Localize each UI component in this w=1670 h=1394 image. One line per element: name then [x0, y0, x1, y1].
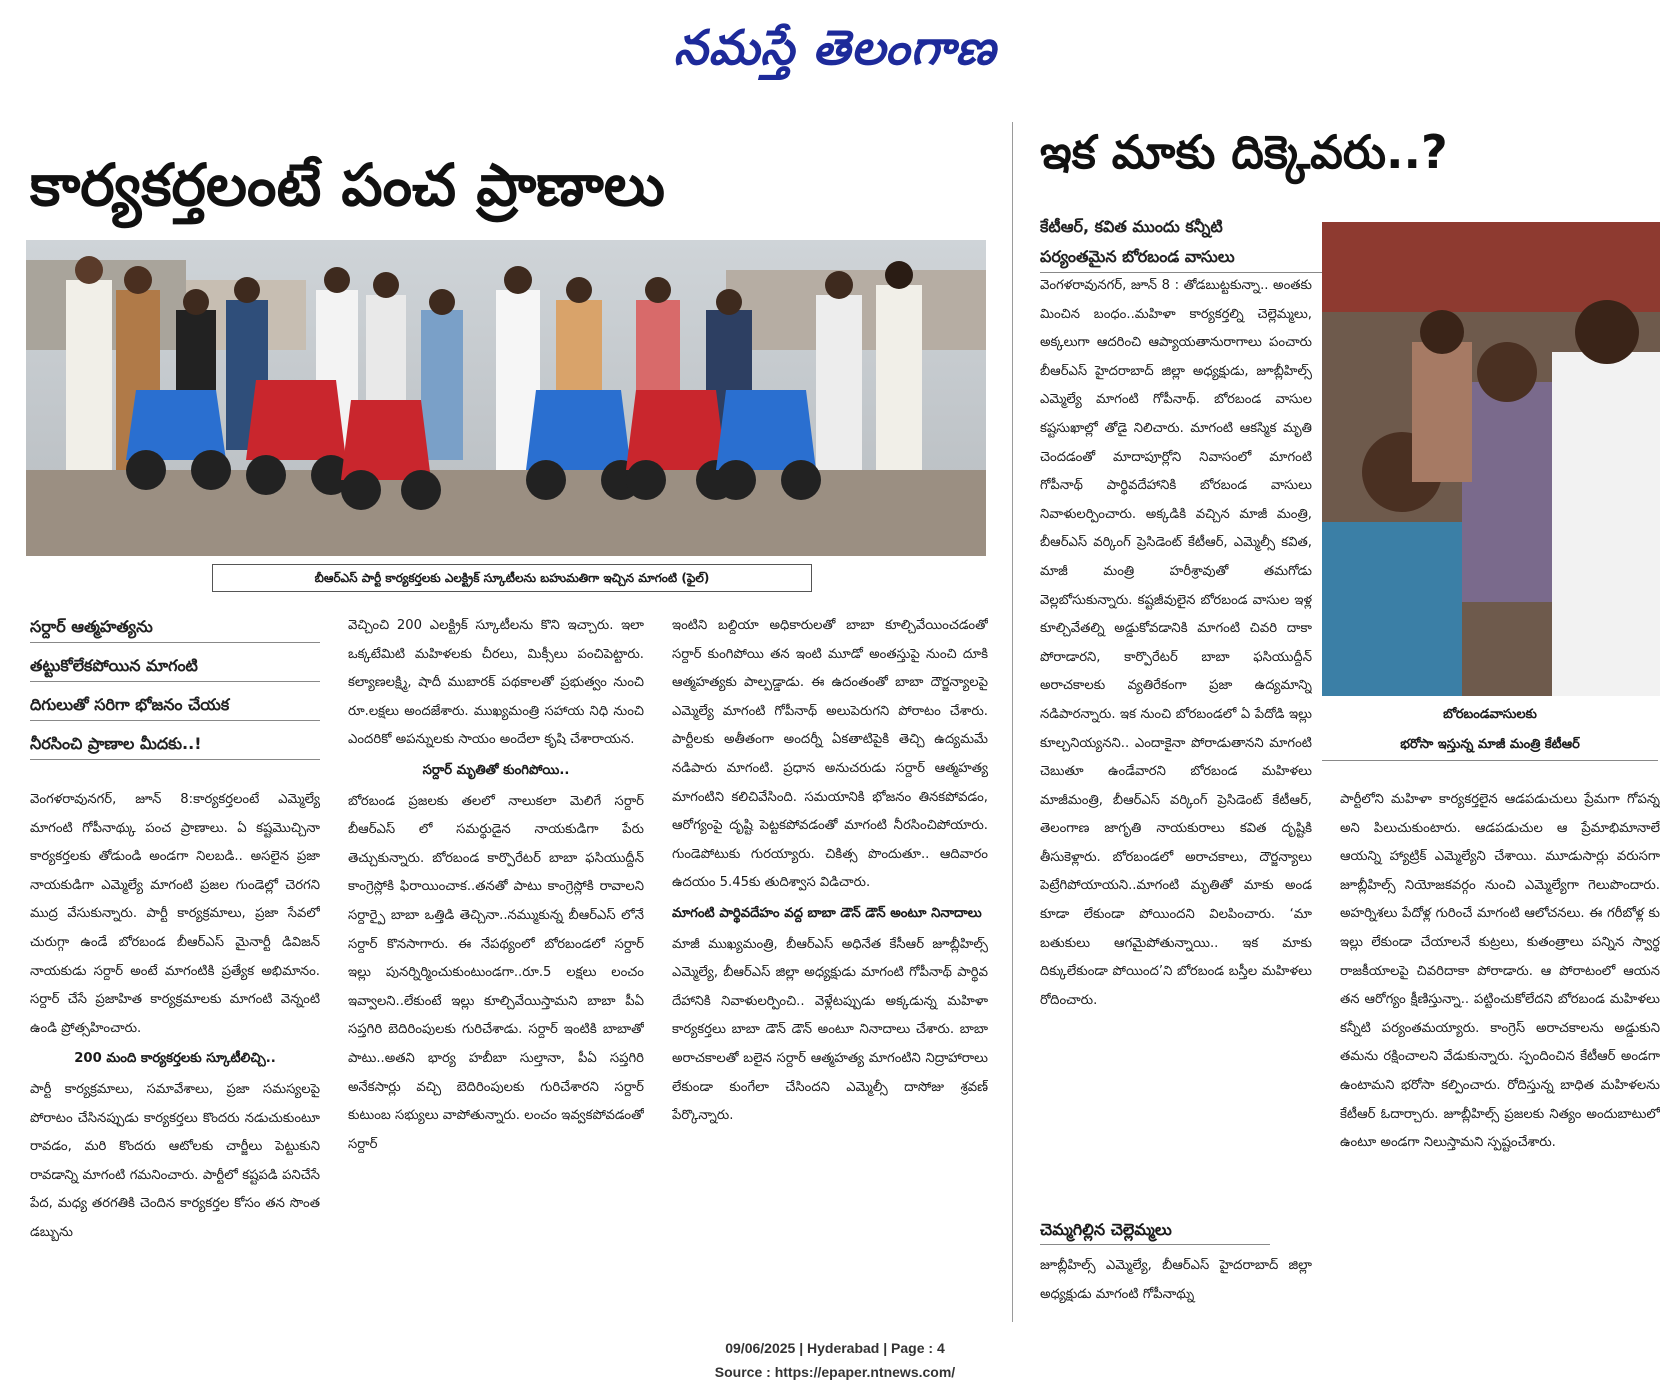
right-col-1b: [1040, 1252, 1312, 1326]
right-col1-para-2: జూబ్లీహిల్స్ ఎమ్మెల్యే, బీఆర్ఎస్ హైదరాబాద్ జిల్లా అధ్యక్షుడు మాగంటి గోపీనాథ్ను: [1040, 1258, 1312, 1302]
column-divider: [1012, 122, 1013, 1322]
right-col-1: [1040, 272, 1312, 1234]
ktr-crowd-photo: [1322, 222, 1660, 696]
left-headline: కార్యకర్తలంటే పంచ ప్రాణాలు: [30, 151, 665, 219]
left-col1-para-2: పార్టీ కార్యక్రమాలు, సమావేశాలు, ప్రజా సమస్యలపై పోరాటం చేసినప్పుడు కార్యకర్తలు కొందరు నడుచుకుంటూ రావడం, మరి కొందరు ఆటోలకు చార్జీలు పెట్టుకుని రావడాన్ని మాగంటి గమనించారు. పార్టీలో కష్టపడి పనిచేసే పేద, మధ్య తరగతికి చెందిన కార్యకర్తల కోసం తన సొంత డబ్బును: [30, 1081, 320, 1240]
left-subhead-line-2: తట్టుకోలేకపోయిన మాగంటి: [30, 651, 320, 682]
left-col3-subhead: మాగంటి పార్థివదేహం వద్ద బాబా డౌన్ డౌన్ అంటూ నినాదాలు: [672, 905, 982, 921]
right-col1-subhead: చెమ్మగిల్లిన చెల్లెమ్మలు: [1040, 1216, 1270, 1245]
right-col1-para-1: వెంగళరావునగర్, జూన్ 8 : తోడబుట్టకున్నా.. అంతకు మించిన బంధం..మహిళా కార్యకర్తల్ని చెల్లెమ్మలు, అక్కలుగా ఆదరించి ఆప్యాయతానురాగాలు పంచారు బీఆర్ఎస్ హైదరాబాద్ జిల్లా అధ్యక్షుడు, జూబ్లీహిల్స్ ఎమ్మెల్యే మాగంటి గోపీనాథ్. బోరబండ వాసుల కష్టసుఖాల్లో తోడై నిలిచారు. మాగంటి ఆకస్మిక మృతి చెందడంతో మాదాపూర్లోని నివాసంలో మాగంటి గోపీనాథ్ పార్థివదేహానికి బోరబండ వాసులు నివాళులర్పించారు. అక్కడికి వచ్చిన మాజీ మంత్రి, బీఆర్ఎస్ వర్కింగ్ ప్రెసిడెంట్ కేటీఆర్, ఎమ్మెల్సీ కవిత, మాజీ మంత్రి హరీశ్రావుతో తమగోడు వెల్లబోసుకున్నారు. కష్టజీవులైన బోరబండ వాసుల ఇళ్ల కూల్చివేతల్ని అడ్డుకోవడానికి మాగంటి చివరి దాకా పోరాడారని, కార్పొరేటర్ బాబా ఫసియుద్దీన్ అరాచకాలకు వ్యతిరేకంగా ప్రజా ఉద్యమాన్ని నడిపారన్నారు. ఇక నుంచి బోరబండలో ఏ పేదోడి ఇల్లు కూల్చనియ్యనని.. ఎందాకైనా పోరాడుతానని మాగంటి చెబుతూ ఉండేవారని బోరబండ మహిళలు మాజీమంత్రి, బీఆర్ఎస్ వర్కింగ్ ప్రెసిడెంట్ కేటీఆర్, తెలంగాణ జాగృతి నాయకురాలు కవిత దృష్టికి తీసుకెళ్లారు. బోరబండలో అరాచకాలు, దౌర్జన్యాలు పెట్రేగిపోయాయని..మాగంటి మృతితో మాకు అండ కూడా లేకుండా పోయిందని విలపించారు. ‘మా బతుకులు ఆగమైపోతున్నాయి.. ఇక మాకు దిక్కులేకుండా పోయింద’ని బోరబండ బస్తీల మహిళలు రోదించారు.: [1040, 278, 1312, 1008]
right-photo-caption-line-2: భరోసా ఇస్తున్న మాజీ మంత్రి కేటీఆర్: [1400, 737, 1580, 752]
left-col-3: [672, 612, 988, 1326]
left-subhead: [30, 612, 320, 768]
left-col2-para-2: బోరబండ ప్రజలకు తలలో నాలుకలా మెలిగే సర్దార్ బీఆర్ఎస్ లో సమర్థుడైన నాయకుడిగా పేరు తెచ్చుకున్నారు. బోరబండ కార్పొరేటర్ బాబా ఫసియుద్దీన్ కాంగ్రెస్లోకి ఫిరాయించాక..తనతో పాటు కాంగ్రెస్లోకి రావాలని సర్దార్పై బాబా ఒత్తిడి తెచ్చినా..నమ్ముకున్న బీఆర్ఎస్ లోనే సర్దార్ కొనసాగారు. ఈ నేపథ్యంలో బోరబండలో సర్దార్ ఇల్లు పునర్నిర్మించుకుంటుండగా..రూ.5 లక్షలు లంచం ఇవ్వాలని..లేకుంటే ఇల్లు కూల్చివేయిస్తామని బాబా పీఏ సప్తగిరి బెదిరింపులకు గురిచేశాడు. సర్దార్ ఇంటికి బాబాతో పాటు..అతని భార్య హబీబా సుల్తానా, పీఏ సప్తగిరి అనేకసార్లు వచ్చి బెదిరింపులకు గురిచేశారని సర్దార్ కుటుంబ సభ్యులు వాపోతున్నారు. లంచం ఇవ్వకపోవడంతో సర్దార్: [348, 793, 644, 1152]
left-col1-subhead: 200 మంది కార్యకర్తలకు స్కూటీలిచ్చి..: [74, 1051, 276, 1067]
left-col-2: [348, 612, 644, 1326]
left-subhead-line-3: దిగులుతో సరిగా భోజనం చేయక: [30, 690, 320, 721]
right-photo-caption: [1322, 700, 1658, 761]
right-photo: [1322, 222, 1660, 696]
right-subhead-line-1: కేటీఆర్, కవిత ముందు కన్నీటి: [1040, 217, 1223, 236]
masthead-logo: [0, 8, 1670, 88]
left-subhead-line-4: నీరసించి ప్రాణాల మీదకు..!: [30, 729, 320, 760]
left-photo: [26, 240, 986, 556]
left-col1-para-1: వెంగళరావునగర్, జూన్ 8:కార్యకర్తలంటే ఎమ్మెల్యే మాగంటి గోపీనాథ్కు పంచ ప్రాణాలు. ఏ కష్టమొచ్చినా కార్యకర్తలకు తోడుండి అండగా నిలబడి.. అసలైన ప్రజా నాయకుడిగా ఎమ్మెల్యే మాగంటి ప్రజల గుండెల్లో చెరగని ముద్ర వేసుకున్నారు. పార్టీ కార్యక్రమాలు, ప్రజా సేవలో చురుగ్గా ఉండే బోరబండ బీఆర్ఎస్ మైనార్టీ డివిజన్ నాయకుడు సర్దార్ అంటే మాగంటికి ప్రత్యేక అభిమానం. సర్దార్ చేసే ప్రజాహిత కార్యక్రమాలకు మాగంటి వెన్నంటి ఉండి ప్రోత్సహించారు.: [30, 792, 320, 1036]
left-col2-para-1: వెచ్చించి 200 ఎలక్ట్రిక్ స్కూటీలను కొని ఇచ్చారు. ఇలా ఒక్కటేమిటి మహిళలకు చీరలు, మిక్సీలు పంచిపెట్టారు. కల్యాణలక్ష్మి, షాదీ ముబారక్ పథకాలతో ప్రభుత్వం నుంచి రూ.లక్షలు అందజేశారు. ముఖ్యమంత్రి సహాయ నిధి నుంచి ఎందరికో అపన్నులకు సాయం అందేలా కృషి చేశారాయన.: [348, 618, 644, 748]
right-col-2: [1340, 786, 1660, 1326]
right-subhead-line-2: పర్యంతమైన బోరబండ వాసులు: [1040, 247, 1235, 266]
footer-date-line: 09/06/2025 | Hyderabad | Page : 4: [725, 1340, 945, 1356]
footer-source-line: Source : https://epaper.ntnews.com/: [714, 1364, 956, 1380]
right-subhead: [1040, 212, 1360, 273]
right-photo-caption-line-1: బోరబండవాసులకు: [1443, 707, 1537, 722]
left-col2-subhead: సర్దార్ మృతితో కుంగిపోయి..: [422, 762, 570, 778]
left-col3-para-2: మాజీ ముఖ్యమంత్రి, బీఆర్ఎస్ అధినేత కేసీఆర్ జూబ్లీహిల్స్ ఎమ్మెల్యే, బీఆర్ఎస్ జిల్లా అధ్యక్షుడు మాగంటి గోపీనాథ్ పార్థివ దేహానికి నివాళులర్పించి.. వెళ్లేటప్పుడు అక్కడున్న మహిళా కార్యకర్తలు బాబా డౌన్ డౌన్ అంటూ నినాదాలు చేశారు. బాబా అరాచకాలతో బలైన సర్దార్ ఆత్మహత్య మాగంటిని నిద్రాహారాలు లేకుండా కుంగేలా చేసిందని ఎమ్మెల్సీ దాసోజు శ్రవణ్ పేర్కొన్నారు.: [672, 936, 988, 1124]
left-col-1: [30, 786, 320, 1326]
page-footer: [0, 1336, 1670, 1384]
left-col3-para-1: ఇంటిని బల్దియా అధికారులతో బాబా కూల్చివేయించడంతో సర్దార్ కుంగిపోయి తన ఇంటి మూడో అంతస్తుపై నుంచి దూకి ఆత్మహత్యకు పాల్పడ్డాడు. ఈ ఉదంతంతో బాబా దౌర్జన్యాలపై ఎమ్మెల్యే మాగంటి గోపీనాథ్ అలుపెరుగని పోరాటం చేశారు. పార్టీలకు అతీతంగా అందర్నీ ఏకతాటిపైకి తెచ్చి ఉద్యమమే నడిపారు మాగంటి. ప్రధాన అనుచరుడు సర్దార్ ఆత్మహత్య మాగంటిని కలిచివేసింది. సమయానికి భోజనం తినకపోవడం, ఆరోగ్యంపై దృష్టి పెట్టకపోవడంతో మాగంటి నీరసించిపోయారు. గుండెపోటుకు గురయ్యారు. చికిత్స పొందుతూ.. ఆదివారం ఉదయం 5.45కు తుదిశ్వాస విడిచారు.: [672, 618, 988, 891]
masthead-title: నమస్తే తెలంగాణ: [673, 20, 997, 76]
right-headline: ఇక మాకు దిక్కెవరు..?: [1040, 125, 1448, 179]
left-subhead-line-1: సర్దార్ ఆత్మహత్యను: [30, 612, 320, 643]
scooter-group-photo: [26, 240, 986, 556]
right-col2-para-1: పార్టీలోని మహిళా కార్యకర్తలైన ఆడపడుచులు ప్రేమగా గోపన్న అని పిలుచుకుంటారు. ఆడపడుచుల ఆ ప్రేమాభిమానాలే ఆయన్ని హ్యాట్రిక్ ఎమ్మెల్యేని చేశాయి. మూడుసార్లు వరుసగా జూబ్లీహిల్స్ నియోజకవర్గం నుంచి ఎమ్మెల్యేగా గెలుపొందారు. అహర్నిశలు పేదోళ్ల గురించే మాగంటి ఆలోచనలు. ఈ గరీబోళ్ల కు ఇల్లు లేకుండా చేయాలనే కుట్రలు, కుతంత్రాలు పన్నిన స్వార్థ రాజకీయాలపై చివరిదాకా పోరాడారు. ఆ పోరాటంలో ఆయన తన ఆరోగ్యం క్షీణిస్తున్నా.. పట్టించుకోలేదని బోరబండ మహిళలు కన్నీటి పర్యంతమయ్యారు. కాంగ్రెస్ అరాచకాలను అడ్డుకుని తమను రక్షించాలని వేడుకున్నారు. స్పందించిన కేటీఆర్ అండగా ఉంటామని భరోసా కల్పించారు. రోదిస్తున్న బాధిత మహిళలను కేటీఆర్ ఓదార్చారు. జూబ్లీహిల్స్ ప్రజలకు నిత్యం అందుబాటులో ఉంటూ అండగా నిలుస్తామని స్పష్టంచేశారు.: [1340, 792, 1660, 1151]
left-photo-caption: బీఆర్ఎస్ పార్టీ కార్యకర్తలకు ఎలక్ట్రిక్ స్కూటీలను బహుమతిగా ఇచ్చిన మాగంటి (ఫైల్): [212, 564, 812, 592]
